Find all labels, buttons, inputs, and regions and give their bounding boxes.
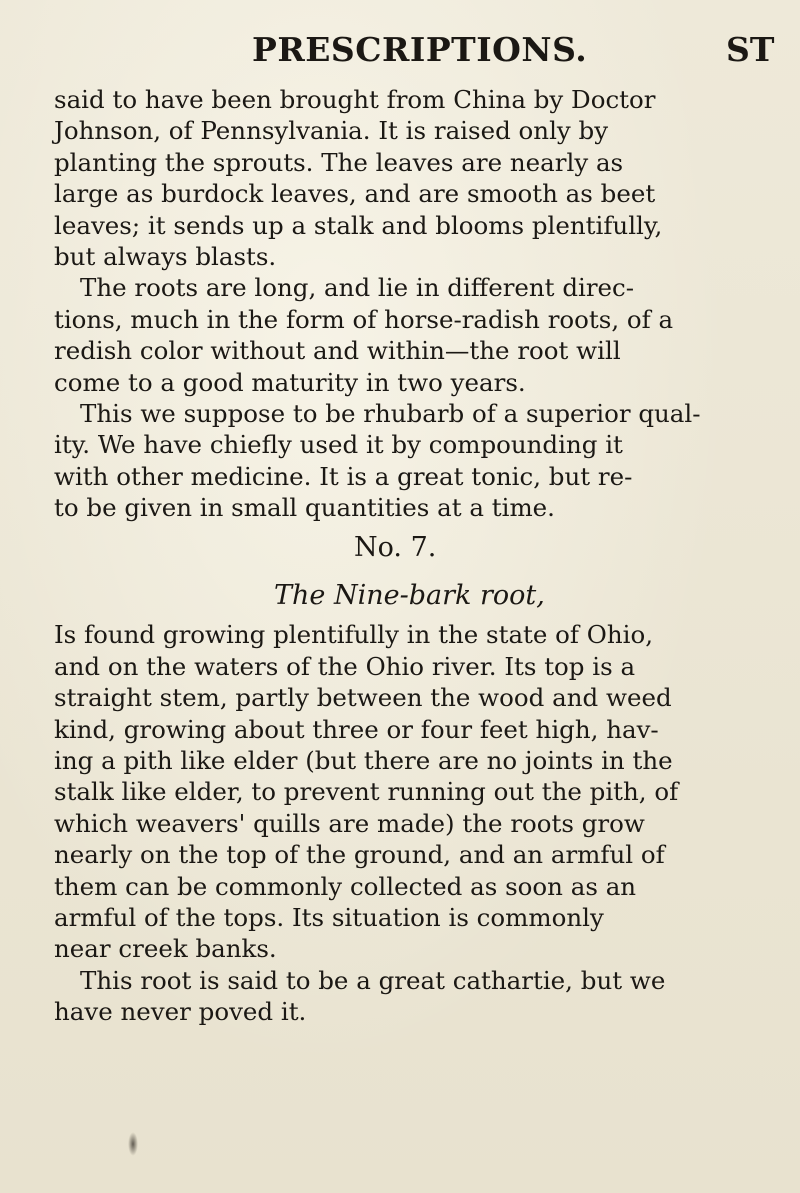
- running-head: PRESCRIPTIONS.: [252, 30, 588, 69]
- paragraph-1: [54, 84, 792, 272]
- page-header: [252, 30, 800, 80]
- text-line: and on the waters of the Ohio river. Its top is a: [54, 651, 636, 681]
- text-line: which weavers' quills are made) the roots grow: [54, 808, 645, 838]
- section-number: No. 7.: [354, 532, 437, 564]
- text-line: come to a good maturity in two years.: [54, 367, 526, 397]
- text-line: ing a pith like elder (but there are no joints in the: [54, 746, 673, 776]
- text-line: stalk like elder, to prevent running out the pith, of: [54, 777, 679, 807]
- text-line: them can be commonly collected as soon as an: [54, 871, 637, 901]
- paragraph-4: [54, 619, 792, 964]
- text-line: said to have been brought from China by Doctor: [54, 85, 656, 114]
- text-line: armful of the tops. Its situation is commonly: [54, 902, 604, 932]
- paragraph-3: [54, 398, 792, 524]
- text-line: with other medicine. It is a great tonic, but re-: [54, 461, 633, 491]
- text-line: tions, much in the form of horse-radish roots, of a: [54, 304, 674, 334]
- section-title: The Nine-bark root,: [274, 580, 545, 612]
- text-line: but always blasts.: [54, 241, 277, 271]
- text-line: planting the sprouts. The leaves are nearly as: [54, 147, 624, 177]
- text-line: Johnson, of Pennsylvania. It is raised only by: [54, 116, 609, 146]
- ink-smudge: [128, 1132, 138, 1156]
- body-text: [54, 84, 792, 1028]
- text-line: This root is said to be a great cathartie, but we: [80, 965, 666, 995]
- text-line: kind, growing about three or four feet high, hav-: [54, 714, 659, 744]
- text-line: This we suppose to be rhubarb of a superior qual-: [80, 398, 701, 428]
- text-line: nearly on the top of the ground, and an armful of: [54, 840, 665, 870]
- page-number: ST: [726, 30, 775, 69]
- paragraph-2: [54, 272, 792, 398]
- text-line: near creek banks.: [54, 934, 277, 964]
- text-line: redish color without and within—the root will: [54, 336, 621, 366]
- text-line: leaves; it sends up a stalk and blooms plentifully,: [54, 210, 663, 240]
- text-line: Is found growing plentifully in the state of Ohio,: [54, 620, 654, 650]
- text-line: large as burdock leaves, and are smooth as beet: [54, 179, 656, 209]
- text-line: straight stem, partly between the wood and weed: [54, 683, 672, 713]
- paragraph-5: [54, 965, 792, 1028]
- text-line: have never poved it.: [54, 997, 307, 1027]
- text-line: to be given in small quantities at a time.: [54, 493, 555, 523]
- text-line: ity. We have chiefly used it by compounding it: [54, 430, 623, 460]
- text-line: The roots are long, and lie in different direc-: [80, 273, 635, 303]
